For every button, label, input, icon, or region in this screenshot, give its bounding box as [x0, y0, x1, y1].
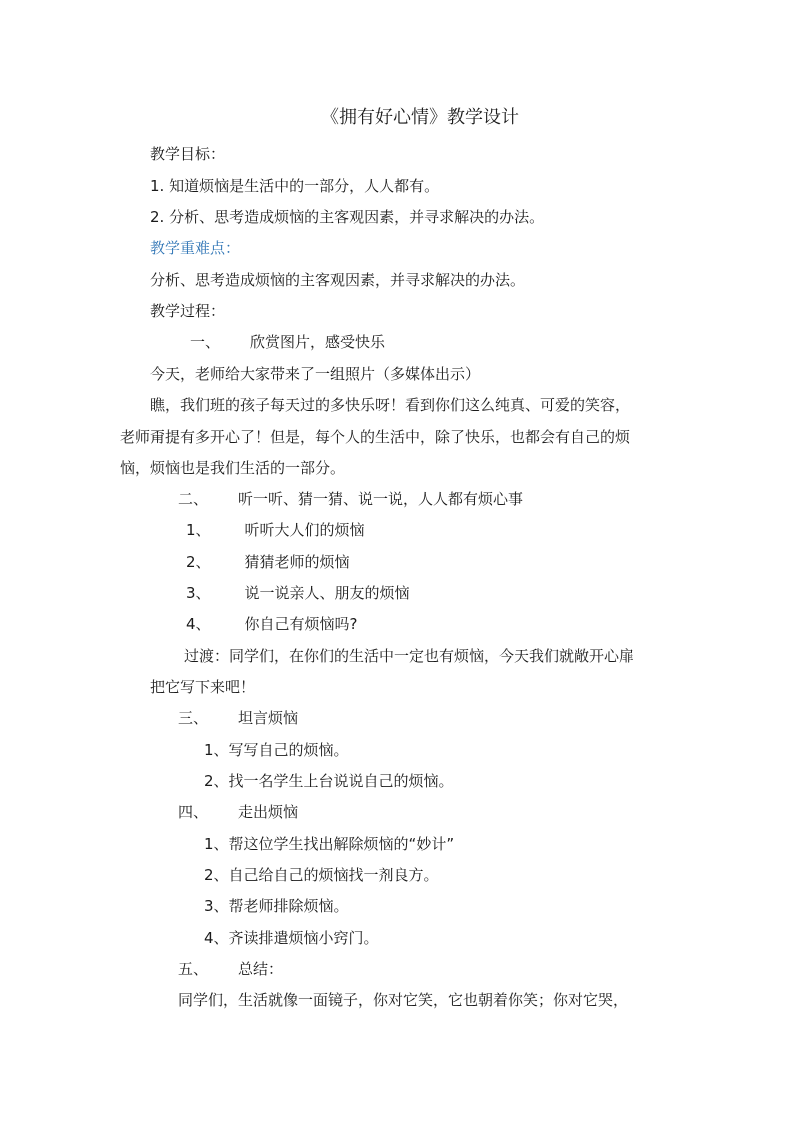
part4-list-item: 3、帮老师排除烦恼。 — [204, 897, 349, 915]
part1-paragraph-line: 老师甭提有多开心了！但是，每个人的生活中，除了快乐，也都会有自己的烦 — [120, 428, 631, 446]
part1-number: 一、 — [190, 333, 221, 351]
part1-heading — [190, 332, 385, 352]
part2-list-item: 4、 你自己有烦恼吗? — [186, 615, 358, 633]
part5-title: 总结： — [238, 960, 284, 978]
part4-list-item: 2、自己给自己的烦恼找一剂良方。 — [204, 866, 439, 884]
part2-title: 听一听、猜一猜、说一说，人人都有烦心事 — [238, 490, 524, 508]
part1-paragraph-line: 瞧，我们班的孩子每天过的多快乐呀！看到你们这么纯真、可爱的笑容， — [150, 396, 631, 414]
part3-number: 三、 — [178, 709, 209, 727]
part3-list-item: 1、写写自己的烦恼。 — [204, 741, 349, 759]
part1-paragraph-line: 恼，烦恼也是我们生活的一部分。 — [120, 459, 346, 477]
part4-list-item: 1、帮这位学生找出解除烦恼的“妙计” — [204, 835, 455, 853]
part1-intro: 今天，老师给大家带来了一组照片（多媒体出示） — [150, 365, 481, 383]
part2-transition-line: 把它写下来吧！ — [150, 678, 256, 696]
part3-list-item: 2、找一名学生上台说说自己的烦恼。 — [204, 772, 454, 790]
goal-item: 2. 分析、思考造成烦恼的主客观因素，并寻求解决的办法。 — [150, 208, 545, 226]
part2-transition-line: 过渡：同学们，在你们的生活中一定也有烦恼，今天我们就敞开心扉 — [184, 647, 635, 665]
part4-number: 四、 — [178, 803, 209, 821]
part4-list-item: 4、齐读排遣烦恼小窍门。 — [204, 929, 379, 947]
goal-item: 1. 知道烦恼是生活中的一部分，人人都有。 — [150, 177, 440, 195]
part4-heading — [178, 802, 298, 822]
process-label: 教学过程： — [150, 302, 226, 320]
part3-heading — [178, 708, 298, 728]
part2-list-item: 2、 猜猜老师的烦恼 — [186, 553, 350, 571]
part2-list-item: 1、 听听大人们的烦恼 — [186, 521, 365, 539]
key-points-label: 教学重难点： — [150, 239, 241, 257]
part2-heading — [178, 489, 523, 509]
goals-label: 教学目标： — [150, 145, 226, 163]
part3-title: 坦言烦恼 — [238, 709, 299, 727]
part1-title: 欣赏图片，感受快乐 — [250, 333, 386, 351]
part2-list-item: 3、 说一说亲人、朋友的烦恼 — [186, 584, 410, 602]
part5-text: 同学们，生活就像一面镜子，你对它笑，它也朝着你笑；你对它哭， — [178, 991, 629, 1009]
document-title: 《拥有好心情》教学设计 — [321, 107, 519, 128]
part5-number: 五、 — [178, 960, 209, 978]
part2-number: 二、 — [178, 490, 209, 508]
part4-title: 走出烦恼 — [238, 803, 299, 821]
key-points-text: 分析、思考造成烦恼的主客观因素，并寻求解决的办法。 — [150, 271, 526, 289]
part5-heading — [178, 959, 283, 979]
